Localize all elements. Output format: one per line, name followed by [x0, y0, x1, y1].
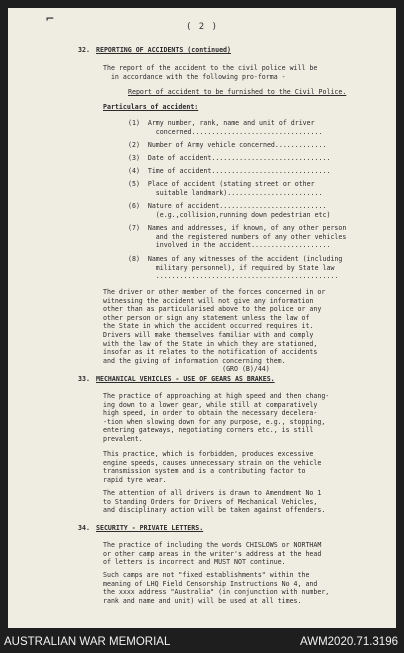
section-33-number: 33. [78, 375, 90, 383]
particular-item-1: (1) Army number, rank, name and unit of driver concerned................................. [128, 119, 323, 136]
document-page [8, 8, 396, 628]
particular-item-4: (4) Time of accident.............................. [128, 167, 331, 175]
particular-item-5: (5) Place of accident (stating street or other suitable landmark)........................ [128, 180, 323, 197]
particular-item-8: (8) Names of any witnesses of the accident (including military personnel), if required by State law .............................................. [128, 255, 343, 281]
section-34-title: SECURITY - PRIVATE LETTERS. [96, 524, 204, 532]
section-33-paragraph-1: The practice of approaching at high speed and then chang- ing down to a lower gear, while still at comparatively high speed, in order to obtain the necessary decelera- -tion when slowing down for any purpose, e.g., stopping, entering gateways, negotiating corners etc., is still prevalent. [103, 392, 330, 443]
corner-mark: ⌐ [46, 12, 54, 27]
particular-item-3: (3) Date of accident.............................. [128, 154, 331, 162]
section-34-paragraph-1: The practice of including the words CHISLOWS or NORTHAM or other camp areas in the writer's address at the head of letters is incorrect and MUST NOT continue. [103, 541, 322, 567]
particular-item-6: (6) Nature of accident........................... (e.g.,collision,running down pedestrian etc) [128, 202, 331, 219]
section-34-paragraph-2: Such camps are not "fixed establishments" within the meaning of LHQ Field Censorship Instructions No 4, and the xxxx address "Australia" (in conjunction with number, rank and name and unit) will be used at all times. [103, 571, 330, 605]
footer-institution: AUSTRALIAN WAR MEMORIAL [4, 636, 171, 648]
section-34-number: 34. [78, 524, 90, 532]
particulars-heading: Particulars of accident: [103, 103, 199, 111]
section-32-closing: The driver or other member of the forces concerned in or witnessing the accident will not give any information other than as particularised above to the police or any other person or sign any statement unless the law of the State in which the accident occurred requires it. Drivers will make themselves familiar with and comply with the law of the State in which they are stationed, insofar as it relates to the notification of accidents and the giving of information concerning them. (GRO (B)/44) [103, 288, 326, 374]
section-33-paragraph-3: The attention of all drivers is drawn to Amendment No 1 to Standing Orders for Drivers of Mechanical Vehicles, and disciplinary action will be taken against offenders. [103, 489, 326, 515]
particular-item-2: (2) Number of Army vehicle concerned............. [128, 141, 327, 149]
section-32-title: REPORTING OF ACCIDENTS (continued) [96, 46, 231, 54]
archive-footer [0, 632, 404, 653]
particular-item-7: (7) Names and addresses, if known, of any other person and the registered numbers of any other vehicles involved in the accident.................... [128, 224, 347, 250]
page-number: ( 2 ) [185, 22, 219, 32]
report-heading: Report of accident to be furnished to the Civil Police. [128, 88, 347, 96]
section-32-intro: The report of the accident to the civil police will be in accordance with the following pro-forma - [103, 64, 318, 81]
section-33-paragraph-2: This practice, which is forbidden, produces excessive engine speeds, causes unnecessary strain on the vehicle transmission system and is a contributing factor to rapid tyre wear. [103, 450, 322, 484]
section-33-title: MECHANICAL VEHICLES - USE OF GEARS AS BRAKES. [96, 375, 275, 383]
footer-accession-number: AWM2020.71.3196 [299, 636, 398, 648]
section-32-number: 32. [78, 46, 90, 54]
